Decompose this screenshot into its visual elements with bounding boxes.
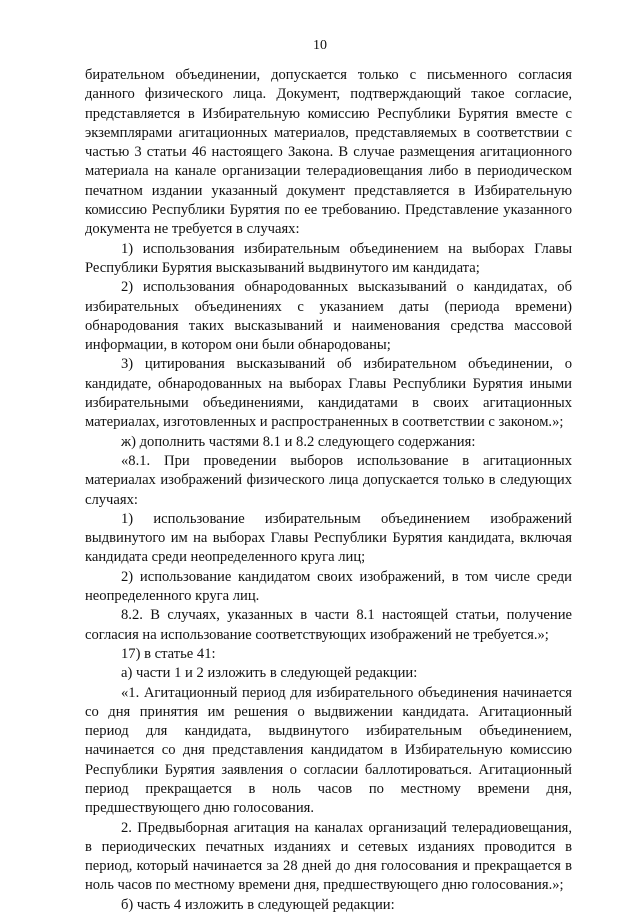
paragraph: 8.2. В случаях, указанных в части 8.1 настоящей статьи, получение согласия на использование соответствующих изображений не требуется.»; — [85, 607, 572, 643]
paragraph: 2) использование кандидатом своих изображений, в том числе среди неопределенного круга лиц. — [85, 568, 572, 605]
paragraph: бирательном объединении, допускается только с письменного согласия данного физического лица. Документ, подтверждающий такое согласие, представляется в Избирательную комиссию Республики Бурятия вместе с экземплярами агитационных материалов, представляемых в соответствии с частью 3 статьи 46 настоящего Закона. В случае размещения агитационного материала на канале организации телерадиовещания либо в периодическом печатном издании указанный документ представляется в Избирательную комиссию Республики Бурятия по ее требованию. Представление указанного документа не требуется в случаях: — [85, 67, 572, 238]
paragraph: б) часть 4 изложить в следующей редакции: — [121, 896, 395, 913]
paragraph: а) части 1 и 2 изложить в следующей редакции: — [121, 665, 418, 682]
page-number: 10 — [313, 38, 327, 53]
paragraph: 3) цитирования высказываний об избирательном объединении, о кандидате, обнародованных на выборах Главы Республики Бурятия иными избирательными объединениями, кандидатами в своих агитационных материалах, изготовленных и распространенных в соответствии с законом.»; — [85, 356, 572, 431]
paragraph: 1) использования избирательным объединением на выборах Главы Республики Бурятия высказываний выдвинутого им кандидата; — [85, 240, 572, 276]
paragraph: 1) использование избирательным объединением изображений выдвинутого им на выборах Главы Республики Бурятия кандидата, включая кандидата среди неопределенного круга лиц; — [85, 510, 572, 566]
document-body — [85, 66, 572, 915]
paragraph: 2) использования обнародованных высказываний о кандидатах, об избирательных объединениях с указанием даты (периода времени) обнародования таких высказываний и наименования средства массовой информации, в котором они были обнародованы; — [85, 279, 572, 354]
paragraph: «1. Агитационный период для избирательного объединения начинается со дня принятия им решения о выдвижении кандидата. Агитационный период для кандидата, выдвинутого избирательным объединением, начинается со дня представления кандидатом в Избирательную комиссию Республики Бурятия заявления о согласии баллотироваться. Агитационный период прекращается в ноль часов по местному времени дня, предшествующего дню голосования. — [85, 684, 572, 817]
paragraph: «8.1. При проведении выборов использование в агитационных материалах изображений физического лица допускается только в следующих случаях: — [85, 452, 572, 508]
paragraph: 17) в статье 41: — [121, 645, 216, 662]
paragraph: 2. Предвыборная агитация на каналах организаций телерадиовещания, в периодических печатных изданиях и сетевых изданиях проводится в период, который начинается за 28 дней до дня голосования и прекращается в ноль часов по местному времени дня, предшествующего дню голосования.»; — [85, 819, 572, 894]
paragraph: ж) дополнить частями 8.1 и 8.2 следующего содержания: — [121, 433, 476, 450]
